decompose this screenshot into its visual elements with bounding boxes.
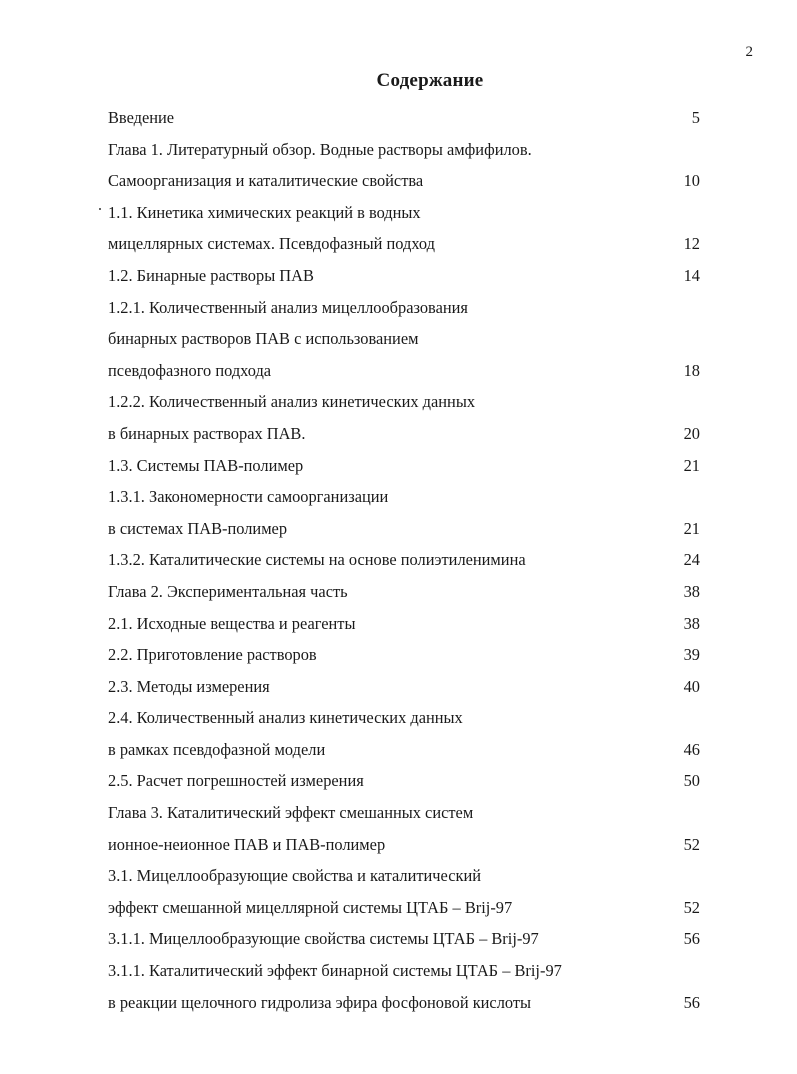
toc-entry — [108, 768, 700, 800]
toc-entry-text: Самоорганизация и каталитические свойства — [108, 171, 424, 191]
toc-entry-page: 52 — [683, 834, 700, 854]
toc-entry — [108, 263, 700, 295]
toc-entry-page: 12 — [683, 234, 700, 254]
toc-entry-text: в реакции щелочного гидролиза эфира фосфоновой кислоты — [108, 992, 532, 1012]
toc-entry-text: 1.1. Кинетика химических реакций в водных — [108, 202, 421, 222]
toc-entry — [108, 421, 700, 453]
toc-entry — [108, 926, 700, 958]
toc-entry-page: 21 — [683, 518, 700, 538]
toc-entry — [108, 958, 700, 990]
toc-entry-page: 39 — [683, 645, 700, 665]
toc-entry-text: 1.2.1. Количественный анализ мицеллообразования — [108, 297, 468, 317]
toc-entry — [108, 389, 700, 421]
toc-entry-text: 3.1.1. Каталитический эффект бинарной системы ЦТАБ – Brij-97 — [108, 961, 562, 981]
toc-entry-page: 50 — [683, 771, 700, 791]
toc-entry — [108, 231, 700, 263]
toc-entry — [108, 295, 700, 327]
toc-entry-text: 1.2.2. Количественный анализ кинетических данных — [108, 392, 476, 412]
toc-entry — [108, 326, 700, 358]
toc-entry — [108, 800, 700, 832]
toc-entry — [108, 863, 700, 895]
toc-entry — [108, 200, 700, 232]
toc-entry-page: 20 — [683, 423, 700, 443]
toc-entry-text: в системах ПАВ-полимер — [108, 518, 288, 538]
toc-entry — [108, 611, 700, 643]
toc-entry-text: Глава 2. Экспериментальная часть — [108, 581, 348, 601]
page-number: 2 — [745, 44, 753, 60]
toc-entry-page: 56 — [683, 929, 700, 949]
toc-entry — [108, 642, 700, 674]
toc-entry-text: эффект смешанной мицеллярной системы ЦТАБ – Brij-97 — [108, 897, 513, 917]
toc-entry — [108, 737, 700, 769]
toc-entry-page: 10 — [683, 171, 700, 191]
toc-entry-text: 1.3. Системы ПАВ-полимер — [108, 455, 304, 475]
toc-entry-text: Глава 1. Литературный обзор. Водные растворы амфифилов. — [108, 139, 532, 159]
toc-entry-page: 46 — [683, 739, 700, 759]
toc-entry-text: ионное-неионное ПАВ и ПАВ-полимер — [108, 834, 386, 854]
toc-entry-text: 1.2. Бинарные растворы ПАВ — [108, 265, 314, 285]
toc-entry-text: 2.2. Приготовление растворов — [108, 645, 317, 665]
toc-entry-text: в рамках псевдофазной модели — [108, 739, 326, 759]
table-of-contents — [108, 105, 700, 1021]
toc-entry-page: 14 — [683, 265, 700, 285]
toc-entry-text: 2.3. Методы измерения — [108, 676, 270, 696]
toc-entry — [108, 168, 700, 200]
toc-entry — [108, 516, 700, 548]
toc-entry — [108, 137, 700, 169]
toc-entry — [108, 832, 700, 864]
toc-entry — [108, 105, 700, 137]
toc-entry-text: 3.1. Мицеллообразующие свойства и каталитический — [108, 866, 481, 886]
toc-entry-text: псевдофазного подхода — [108, 360, 272, 380]
toc-entry-text: 3.1.1. Мицеллообразующие свойства системы ЦТАБ – Brij-97 — [108, 929, 539, 949]
toc-entry — [108, 990, 700, 1022]
toc-entry-text: мицеллярных системах. Псевдофазный подход — [108, 234, 435, 254]
toc-entry-text: 1.3.2. Каталитические системы на основе полиэтиленимина — [108, 550, 526, 570]
toc-entry-page: 38 — [683, 613, 700, 633]
toc-entry-text: 1.3.1. Закономерности самоорганизации — [108, 487, 389, 507]
toc-entry-page: 5 — [691, 108, 700, 127]
toc-entry-page: 56 — [683, 992, 700, 1012]
toc-entry-text: 2.1. Исходные вещества и реагенты — [108, 613, 356, 633]
toc-entry — [108, 358, 700, 390]
toc-entry — [108, 895, 700, 927]
toc-entry-text: Глава 3. Каталитический эффект смешанных систем — [108, 803, 474, 823]
toc-entry — [108, 547, 700, 579]
toc-entry-page: 21 — [683, 455, 700, 475]
toc-entry-text: 2.5. Расчет погрешностей измерения — [108, 771, 364, 791]
page-title: Содержание — [376, 70, 484, 91]
toc-entry-text: в бинарных растворах ПАВ. — [108, 423, 306, 443]
toc-entry-page: 38 — [683, 581, 700, 601]
toc-entry-text: Введение — [108, 108, 175, 127]
toc-entry-text: бинарных растворов ПАВ с использованием — [108, 329, 419, 349]
toc-entry — [108, 674, 700, 706]
toc-entry — [108, 579, 700, 611]
toc-entry — [108, 705, 700, 737]
toc-entry — [108, 453, 700, 485]
toc-entry-text: 2.4. Количественный анализ кинетических данных — [108, 708, 463, 728]
toc-entry-page: 40 — [683, 676, 700, 696]
toc-entry-page: 24 — [683, 550, 700, 570]
toc-entry — [108, 484, 700, 516]
toc-entry-page: 18 — [683, 360, 700, 380]
toc-entry-page: 52 — [683, 897, 700, 917]
scan-speck — [99, 208, 101, 210]
